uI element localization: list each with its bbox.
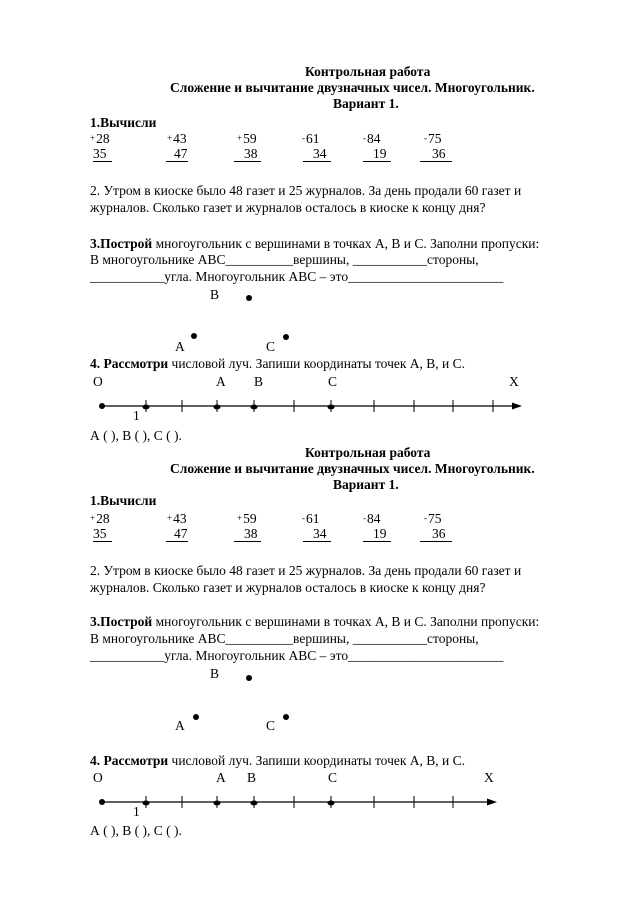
task3-bold-label: 3.Построй bbox=[90, 614, 153, 629]
task1-label: 1.Вычисли bbox=[90, 493, 157, 508]
operand-bottom: 19 bbox=[363, 526, 391, 542]
operand-bottom: 36 bbox=[420, 526, 452, 542]
task2-text-line: журналов. Сколько газет и журналов осталось в киоске к концу дня? bbox=[90, 200, 486, 215]
ray-origin-dot bbox=[99, 799, 105, 805]
point-label-a: А bbox=[175, 339, 185, 354]
operand-top: 75 bbox=[428, 511, 442, 526]
operator-sign: + bbox=[237, 513, 243, 523]
operand-bottom: 19 bbox=[363, 146, 391, 162]
task2-text-line: 2. Утром в киоске было 48 газет и 25 журналов. За день продали 60 газет и bbox=[90, 563, 522, 578]
task4-instruction: числовой луч. Запиши координаты точек А, В, и С. bbox=[168, 753, 466, 768]
operand-bottom: 47 bbox=[166, 526, 188, 542]
worksheet-variant-top bbox=[0, 0, 638, 423]
operand-top: 61 bbox=[306, 511, 320, 526]
operator-sign: - bbox=[302, 133, 305, 143]
task1-label: 1.Вычисли bbox=[90, 115, 157, 130]
operand-bottom: 47 bbox=[166, 146, 188, 162]
ray-point-c-mark bbox=[328, 801, 335, 806]
operand-top: 28 bbox=[96, 511, 110, 526]
task4-bold-label: 4. Рассмотри bbox=[90, 356, 169, 371]
operator-sign: - bbox=[424, 133, 427, 143]
operand-top: 43 bbox=[173, 511, 187, 526]
operator-sign: + bbox=[167, 513, 173, 523]
operand-bottom: 38 bbox=[234, 526, 261, 542]
task3-text-line: В многоугольнике АВС__________вершины, ___________стороны, bbox=[90, 631, 479, 646]
operand-bottom: 36 bbox=[420, 146, 452, 162]
task3-text-line: ___________угла. Многоугольник АВС – это_______________________ bbox=[90, 648, 504, 663]
operator-sign: - bbox=[424, 513, 427, 523]
number-ray bbox=[0, 381, 638, 841]
ray-label-o: О bbox=[93, 374, 103, 389]
task3-instruction: многоугольник с вершинами в точках А, В и С. Заполни пропуски: bbox=[152, 236, 540, 251]
point-label-a: А bbox=[175, 718, 185, 733]
task3-text-line: ___________угла. Многоугольник АВС – это_______________________ bbox=[90, 269, 504, 284]
operand-bottom: 35 bbox=[93, 146, 112, 162]
ray-arrowhead bbox=[487, 799, 497, 806]
point-label-c: С bbox=[266, 718, 276, 733]
worksheet-title: Контрольная работа bbox=[305, 445, 431, 460]
operator-sign: - bbox=[363, 513, 366, 523]
number-ray bbox=[0, 0, 638, 410]
worksheet-subtitle: Сложение и вычитание двузначных чисел. Многоугольник. bbox=[170, 80, 535, 95]
ray-label-x: Х bbox=[509, 374, 519, 389]
point-label-c: С bbox=[266, 339, 276, 354]
operand-bottom: 35 bbox=[93, 526, 112, 542]
point-label-b: В bbox=[210, 287, 220, 302]
worksheet-title: Контрольная работа bbox=[305, 64, 431, 79]
task4-instruction: числовой луч. Запиши координаты точек А, В, и С. bbox=[168, 356, 466, 371]
point-label-b: В bbox=[210, 666, 220, 681]
task4-answer-line: А ( ), В ( ), С ( ). bbox=[90, 823, 182, 838]
ray-label-b: В bbox=[247, 770, 257, 785]
operand-top: 84 bbox=[367, 131, 381, 146]
ray-label-b: В bbox=[254, 374, 264, 389]
operator-sign: + bbox=[90, 133, 96, 143]
task4-answer-line: А ( ), В ( ), С ( ). bbox=[90, 428, 182, 443]
task2-text-line: 2. Утром в киоске было 48 газет и 25 журналов. За день продали 60 газет и bbox=[90, 183, 522, 198]
ray-label-a: А bbox=[216, 374, 226, 389]
task3-text-line: В многоугольнике АВС__________вершины, ___________стороны, bbox=[90, 252, 479, 267]
operand-top: 59 bbox=[243, 131, 257, 146]
operand-bottom: 38 bbox=[234, 146, 261, 162]
operator-sign: + bbox=[237, 133, 243, 143]
operator-sign: - bbox=[302, 513, 305, 523]
ray-unit-label: 1 bbox=[133, 804, 140, 819]
operator-sign: - bbox=[363, 133, 366, 143]
ray-label-c: С bbox=[328, 770, 338, 785]
worksheet-variant-bottom bbox=[0, 381, 638, 838]
ray-label-c: С bbox=[328, 374, 338, 389]
operand-top: 84 bbox=[367, 511, 381, 526]
ray-point-a-mark bbox=[214, 801, 221, 806]
ray-label-o: О bbox=[93, 770, 103, 785]
ray-label-a: А bbox=[216, 770, 226, 785]
operator-sign: + bbox=[167, 133, 173, 143]
operand-top: 59 bbox=[243, 511, 257, 526]
operand-top: 61 bbox=[306, 131, 320, 146]
operand-bottom: 34 bbox=[303, 146, 331, 162]
task2-text-line: журналов. Сколько газет и журналов осталось в киоске к концу дня? bbox=[90, 580, 486, 595]
operand-bottom: 34 bbox=[303, 526, 331, 542]
ray-label-x: Х bbox=[484, 770, 494, 785]
worksheet-variant-label: Вариант 1. bbox=[333, 477, 399, 492]
worksheet-subtitle: Сложение и вычитание двузначных чисел. Многоугольник. bbox=[170, 461, 535, 476]
task3-instruction: многоугольник с вершинами в точках А, В и С. Заполни пропуски: bbox=[152, 614, 540, 629]
operand-top: 28 bbox=[96, 131, 110, 146]
operand-top: 43 bbox=[173, 131, 187, 146]
ray-unit-label: 1 bbox=[133, 408, 140, 423]
ray-point-b-mark bbox=[251, 801, 258, 806]
operand-top: 75 bbox=[428, 131, 442, 146]
task3-bold-label: 3.Построй bbox=[90, 236, 153, 251]
ray-point-mark bbox=[143, 801, 150, 806]
worksheet-variant-label: Вариант 1. bbox=[333, 96, 399, 111]
task4-bold-label: 4. Рассмотри bbox=[90, 753, 169, 768]
operator-sign: + bbox=[90, 513, 96, 523]
